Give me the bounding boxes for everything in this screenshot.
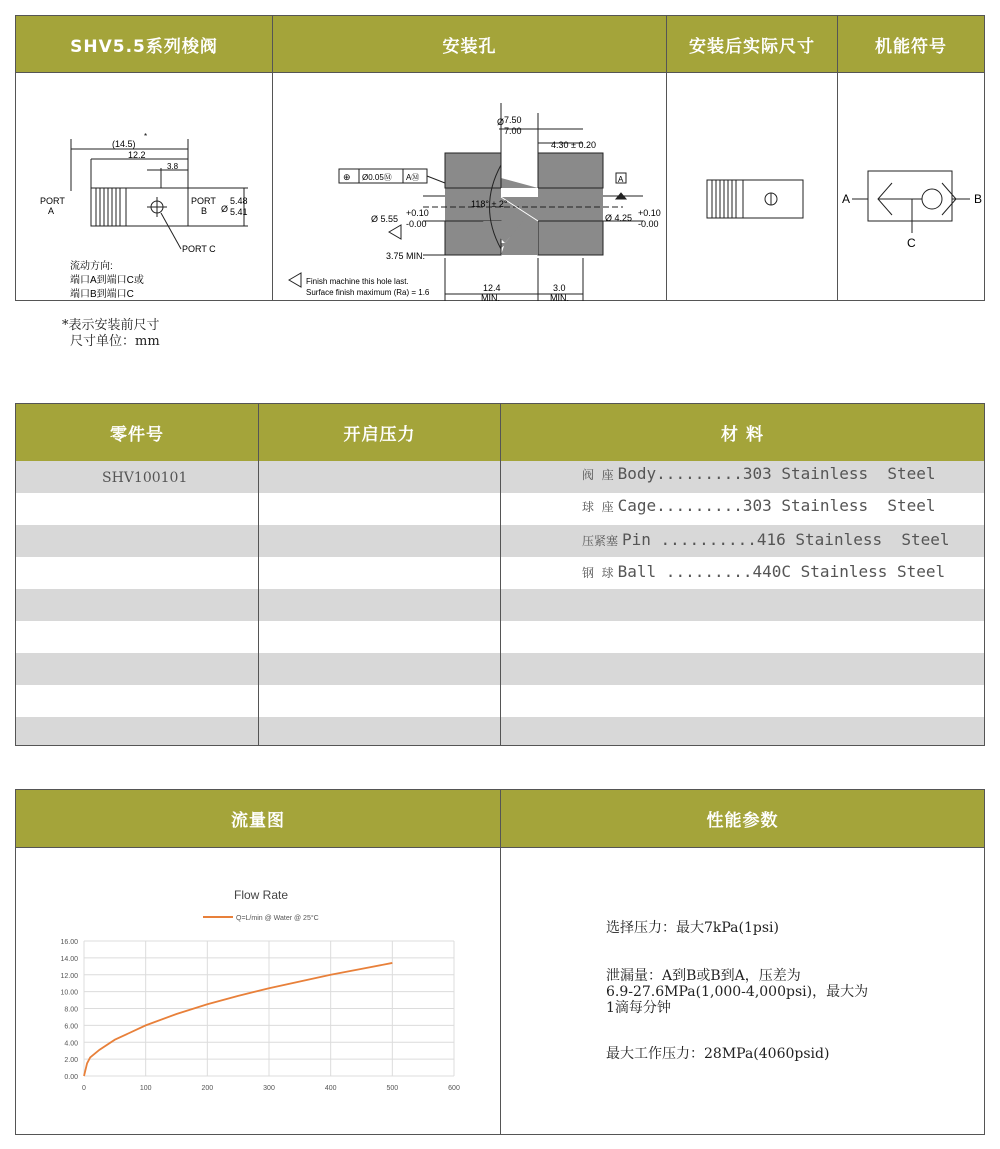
header-mounting-hole: 安装孔	[273, 16, 666, 72]
svg-text:-0.00: -0.00	[638, 219, 659, 229]
material-row: 钢 球 Ball .........440C Stainless Steel	[582, 562, 946, 581]
svg-text:A: A	[842, 192, 851, 206]
y-tick-label: 2.00	[64, 1057, 78, 1065]
x-tick-label: 200	[201, 1085, 214, 1092]
perf-max-working-pressure: 最大工作压力：28MPa(4060psid)	[606, 1046, 830, 1062]
svg-text:Ø: Ø	[497, 117, 505, 127]
header-part-number: 零件号	[16, 404, 258, 461]
svg-text:Ø0.05Ⓜ: Ø0.05Ⓜ	[362, 173, 392, 182]
header-symbol: 机能符号	[838, 16, 984, 72]
svg-text:(14.5): (14.5)	[112, 139, 136, 149]
svg-text:5.41: 5.41	[230, 207, 248, 217]
mounting-hole-drawing	[273, 73, 666, 301]
svg-text:B: B	[201, 206, 208, 216]
svg-text:3.75 MIN.: 3.75 MIN.	[386, 251, 426, 261]
svg-text:MIN.: MIN.	[481, 293, 500, 301]
header-valve: SHV5.5系列梭阀	[16, 16, 272, 72]
svg-text:12.2: 12.2	[128, 150, 146, 160]
material-row: 球 座 Cage.........303 Stainless Steel	[582, 496, 936, 515]
perf-leakage-2: 6.9-27.6MPa(1,000-4,000psi)，最大为	[606, 984, 869, 1000]
x-tick-label: 600	[448, 1085, 460, 1092]
svg-text:+0.10: +0.10	[406, 208, 429, 218]
x-tick-label: 500	[386, 1085, 399, 1092]
perf-leakage-3: 1滴每分钟	[606, 1000, 671, 1016]
svg-text:Ø: Ø	[221, 204, 229, 214]
svg-text:PORT: PORT	[191, 196, 216, 206]
svg-text:流动方向:: 流动方向:	[70, 261, 113, 272]
svg-text:端口A到端口C或: 端口A到端口C或	[70, 275, 144, 286]
svg-text:PORT C: PORT C	[182, 244, 216, 254]
flow-performance-table	[15, 789, 985, 1135]
svg-text:Ø 5.55: Ø 5.55	[371, 214, 399, 224]
svg-text:12.4: 12.4	[483, 283, 501, 293]
svg-text:5.48: 5.48	[230, 196, 248, 206]
x-tick-label: 300	[263, 1085, 275, 1092]
y-tick-label: 8.00	[64, 1006, 78, 1014]
header-cracking-pressure: 开启压力	[259, 404, 500, 461]
perf-selection-pressure: 选择压力：最大7kPa(1psi)	[606, 920, 779, 936]
valve-drawing	[16, 73, 272, 301]
flow-rate-chart	[36, 875, 486, 1100]
legend-label: Q=L/min @ Water @ 25°C	[236, 915, 319, 922]
svg-text:⊕: ⊕	[343, 172, 351, 182]
material-row: 阀 座 Body.........303 Stainless Steel	[582, 464, 936, 483]
svg-text:AⓂ: AⓂ	[406, 173, 420, 182]
svg-text:MIN.: MIN.	[550, 293, 569, 301]
svg-text:4.30 ± 0.20: 4.30 ± 0.20	[551, 140, 596, 150]
svg-text:+0.10: +0.10	[638, 208, 661, 218]
part-number: SHV100101	[102, 470, 188, 486]
y-tick-label: 14.00	[60, 955, 78, 963]
material-row: 压紧塞 Pin ..........416 Stainless Steel	[582, 530, 950, 549]
note-line-1: *表示安装前尺寸	[62, 318, 160, 333]
svg-text:Ø 4.25: Ø 4.25	[605, 213, 633, 223]
header-material: 材 料	[501, 404, 984, 461]
perf-leakage-1: 泄漏量：A到B或B到A，压差为	[606, 968, 801, 984]
x-tick-label: 400	[324, 1085, 337, 1092]
svg-text:*: *	[144, 132, 148, 141]
chart-title: Flow Rate	[233, 888, 289, 902]
function-symbol	[838, 73, 984, 301]
svg-text:3.8: 3.8	[167, 162, 179, 171]
svg-text:Finish machine this hole last.: Finish machine this hole last.	[306, 277, 409, 286]
svg-text:7.00: 7.00	[504, 126, 522, 136]
svg-text:端口B到端口C: 端口B到端口C	[70, 289, 134, 300]
svg-text:A: A	[48, 206, 55, 216]
y-tick-label: 6.00	[64, 1023, 78, 1031]
svg-text:Surface finish maximum (Ra) =: Surface finish maximum (Ra) = 1.6	[306, 288, 430, 297]
x-tick-label: 100	[139, 1085, 152, 1092]
svg-text:-0.00: -0.00	[406, 219, 427, 229]
installed-size-drawing	[667, 73, 837, 301]
y-tick-label: 4.00	[64, 1040, 78, 1048]
y-tick-label: 10.00	[60, 989, 78, 997]
note-line-2: 尺寸单位：mm	[70, 334, 160, 349]
svg-text:C: C	[907, 236, 916, 250]
y-tick-label: 12.00	[60, 972, 78, 980]
svg-text:A: A	[618, 175, 624, 184]
svg-text:7.50: 7.50	[504, 115, 522, 125]
svg-text:118° ± 2°: 118° ± 2°	[471, 199, 508, 209]
svg-text:3.0: 3.0	[553, 283, 566, 293]
header-installed-size: 安装后实际尺寸	[667, 16, 837, 72]
notes	[62, 318, 160, 350]
spec-table	[15, 15, 985, 301]
header-performance: 性能参数	[501, 790, 984, 847]
y-tick-label: 16.00	[60, 939, 78, 946]
x-tick-label: 0	[82, 1085, 86, 1092]
svg-text:PORT: PORT	[40, 196, 65, 206]
y-tick-label: 0.00	[64, 1074, 78, 1081]
parts-table	[15, 403, 985, 746]
svg-text:B: B	[974, 192, 983, 206]
header-flow-chart: 流量图	[16, 790, 500, 847]
